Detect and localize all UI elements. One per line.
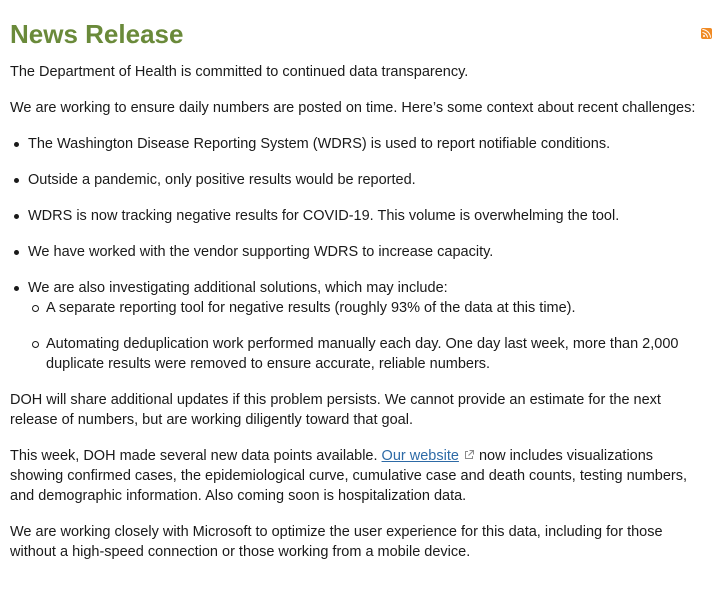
our-website-link[interactable]: Our website — [381, 448, 459, 464]
list-item: The Washington Disease Reporting System (WDRS) is used to report notifiable conditions. — [28, 134, 706, 154]
data-points-paragraph — [10, 446, 706, 506]
list-item: We have worked with the vendor supporting WDRS to increase capacity. — [28, 242, 706, 262]
list-item-label: We are also investigating additional solutions, which may include: — [28, 280, 448, 296]
context-paragraph: We are working to ensure daily numbers are posted on time. Here’s some context about recent challenges: — [10, 100, 696, 116]
page-title: News Release — [10, 19, 184, 49]
microsoft-paragraph: We are working closely with Microsoft to optimize the user experience for this data, including for those without a high-speed connection or those working from a mobile device. — [10, 524, 663, 560]
sub-list-item: A separate reporting tool for negative results (roughly 93% of the data at this time). — [46, 298, 706, 318]
updates-paragraph: DOH will share additional updates if this problem persists. We cannot provide an estimate for the next release of numbers, but are working diligently toward that goal. — [10, 392, 661, 428]
list-item: Outside a pandemic, only positive results would be reported. — [28, 170, 706, 190]
paragraph-text: now includes visualizations showing confirmed cases, the epidemiological curve, cumulative case and death counts, testing numbers, and demographic information. Also coming soon is hospitalization data. — [10, 448, 688, 504]
solutions-sublist — [28, 298, 706, 374]
list-item-solutions — [28, 278, 706, 374]
rss-feed-icon[interactable] — [701, 28, 712, 39]
intro-paragraph: The Department of Health is committed to continued data transparency. — [10, 64, 469, 80]
list-item: WDRS is now tracking negative results for COVID-19. This volume is overwhelming the tool. — [28, 206, 706, 226]
sub-list-item: Automating deduplication work performed manually each day. One day last week, more than 2,000 duplicate results were removed to ensure accurate, reliable numbers. — [46, 334, 706, 374]
external-link-icon — [463, 449, 475, 461]
challenges-list — [10, 134, 706, 374]
article-body — [10, 62, 706, 578]
paragraph-text: This week, DOH made several new data points available. — [10, 448, 382, 464]
